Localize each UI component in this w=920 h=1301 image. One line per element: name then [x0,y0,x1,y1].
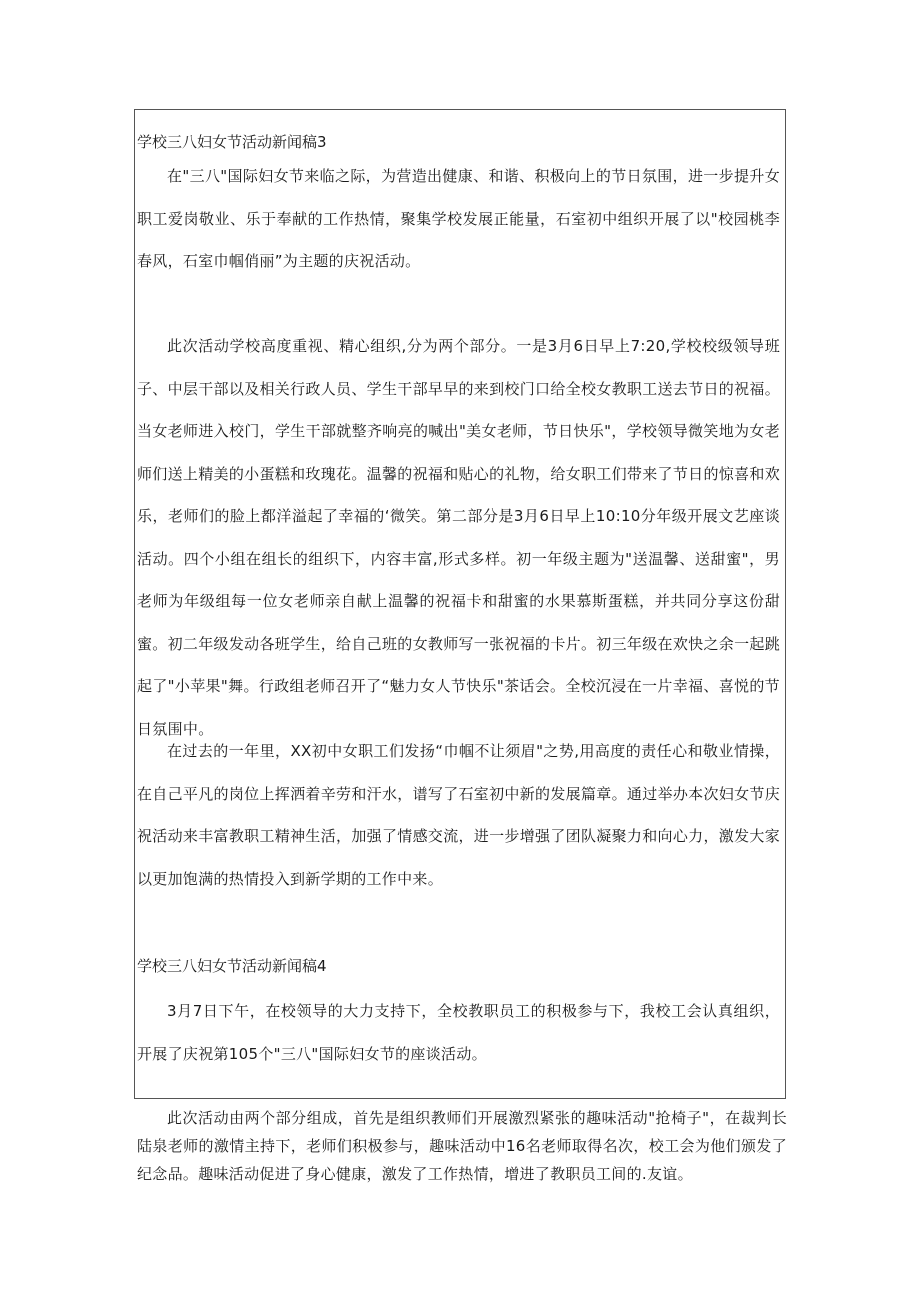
section4-paragraph-2: 此次活动由两个部分组成，首先是组织教师们开展激烈紧张的趣味活动"抢椅子"，在裁判长陆泉老师的激情主持下，老师们积极参与，趣味活动中16名老师取得名次，校工会为他们颁发了纪念品。趣味活动促进了身心健康，激发了工作热情，增进了教职员工间的.友谊。 [137,1109,787,1183]
section3-paragraph-1: 在"三八"国际妇女节来临之际，为营造出健康、和谐、积极向上的节日氛围，进一步提升女职工爱岗敬业、乐于奉献的工作热情，聚集学校发展正能量，石室初中组织开展了以"校园桃李春风，石室巾帼俏丽”为主题的庆祝活动。 [137,167,780,270]
section3-paragraph-3: 在过去的一年里，XX初中女职工们发扬“巾帼不让须眉"之势,用高度的责任心和敬业情操，在自己平凡的岗位上挥洒着辛劳和汗水，谱写了石室初中新的发展篇章。通过举办本次妇女节庆祝活动来丰富教职工精神生活，加强了情感交流，进一步增强了团队凝聚力和向心力，激发大家以更加饱满的热情投入到新学期的工作中来。 [137,742,780,888]
section3-paragraph-2: 此次活动学校高度重视、精心组织,分为两个部分。一是3月6日早上7:20,学校校级领导班子、中层干部以及相关行政人员、学生干部早早的来到校门口给全校女教职工送去节日的祝福。当女老师进入校门，学生干部就整齐响亮的喊出"美女老师，节日快乐"，学校领导微笑地为女老师们送上精美的小蛋糕和玫瑰花。温馨的祝福和贴心的礼物，给女职工们带来了节日的惊喜和欢乐，老师们的脸上都洋溢起了幸福的‘微笑。第二部分是3月6日早上10:10分年级开展文艺座谈活动。四个小组在组长的组织下，内容丰富,形式多样。初一年级主题为"送温馨、送甜蜜"，男老师为年级组每一位女老师亲自献上温馨的祝福卡和甜蜜的水果慕斯蛋糕，并共同分享这份甜蜜。初二年级发动各班学生，给自己班的女教师写一张祝福的卡片。初三年级在欢快之余一起跳起了"小苹果"舞。行政组老师召开了“魅力女人节快乐"茶话会。全校沉浸在一片幸福、喜悦的节日氛围中。 [137,337,780,738]
section4-heading: 学校三八妇女节活动新闻稿4 [137,957,327,975]
section4-paragraph-1: 3月7日下午，在校领导的大力支持下，全校教职员工的积极参与下，我校工会认真组织，开展了庆祝第105个"三八"国际妇女节的座谈活动。 [137,1002,780,1063]
section3-heading: 学校三八妇女节活动新闻稿3 [137,133,327,151]
